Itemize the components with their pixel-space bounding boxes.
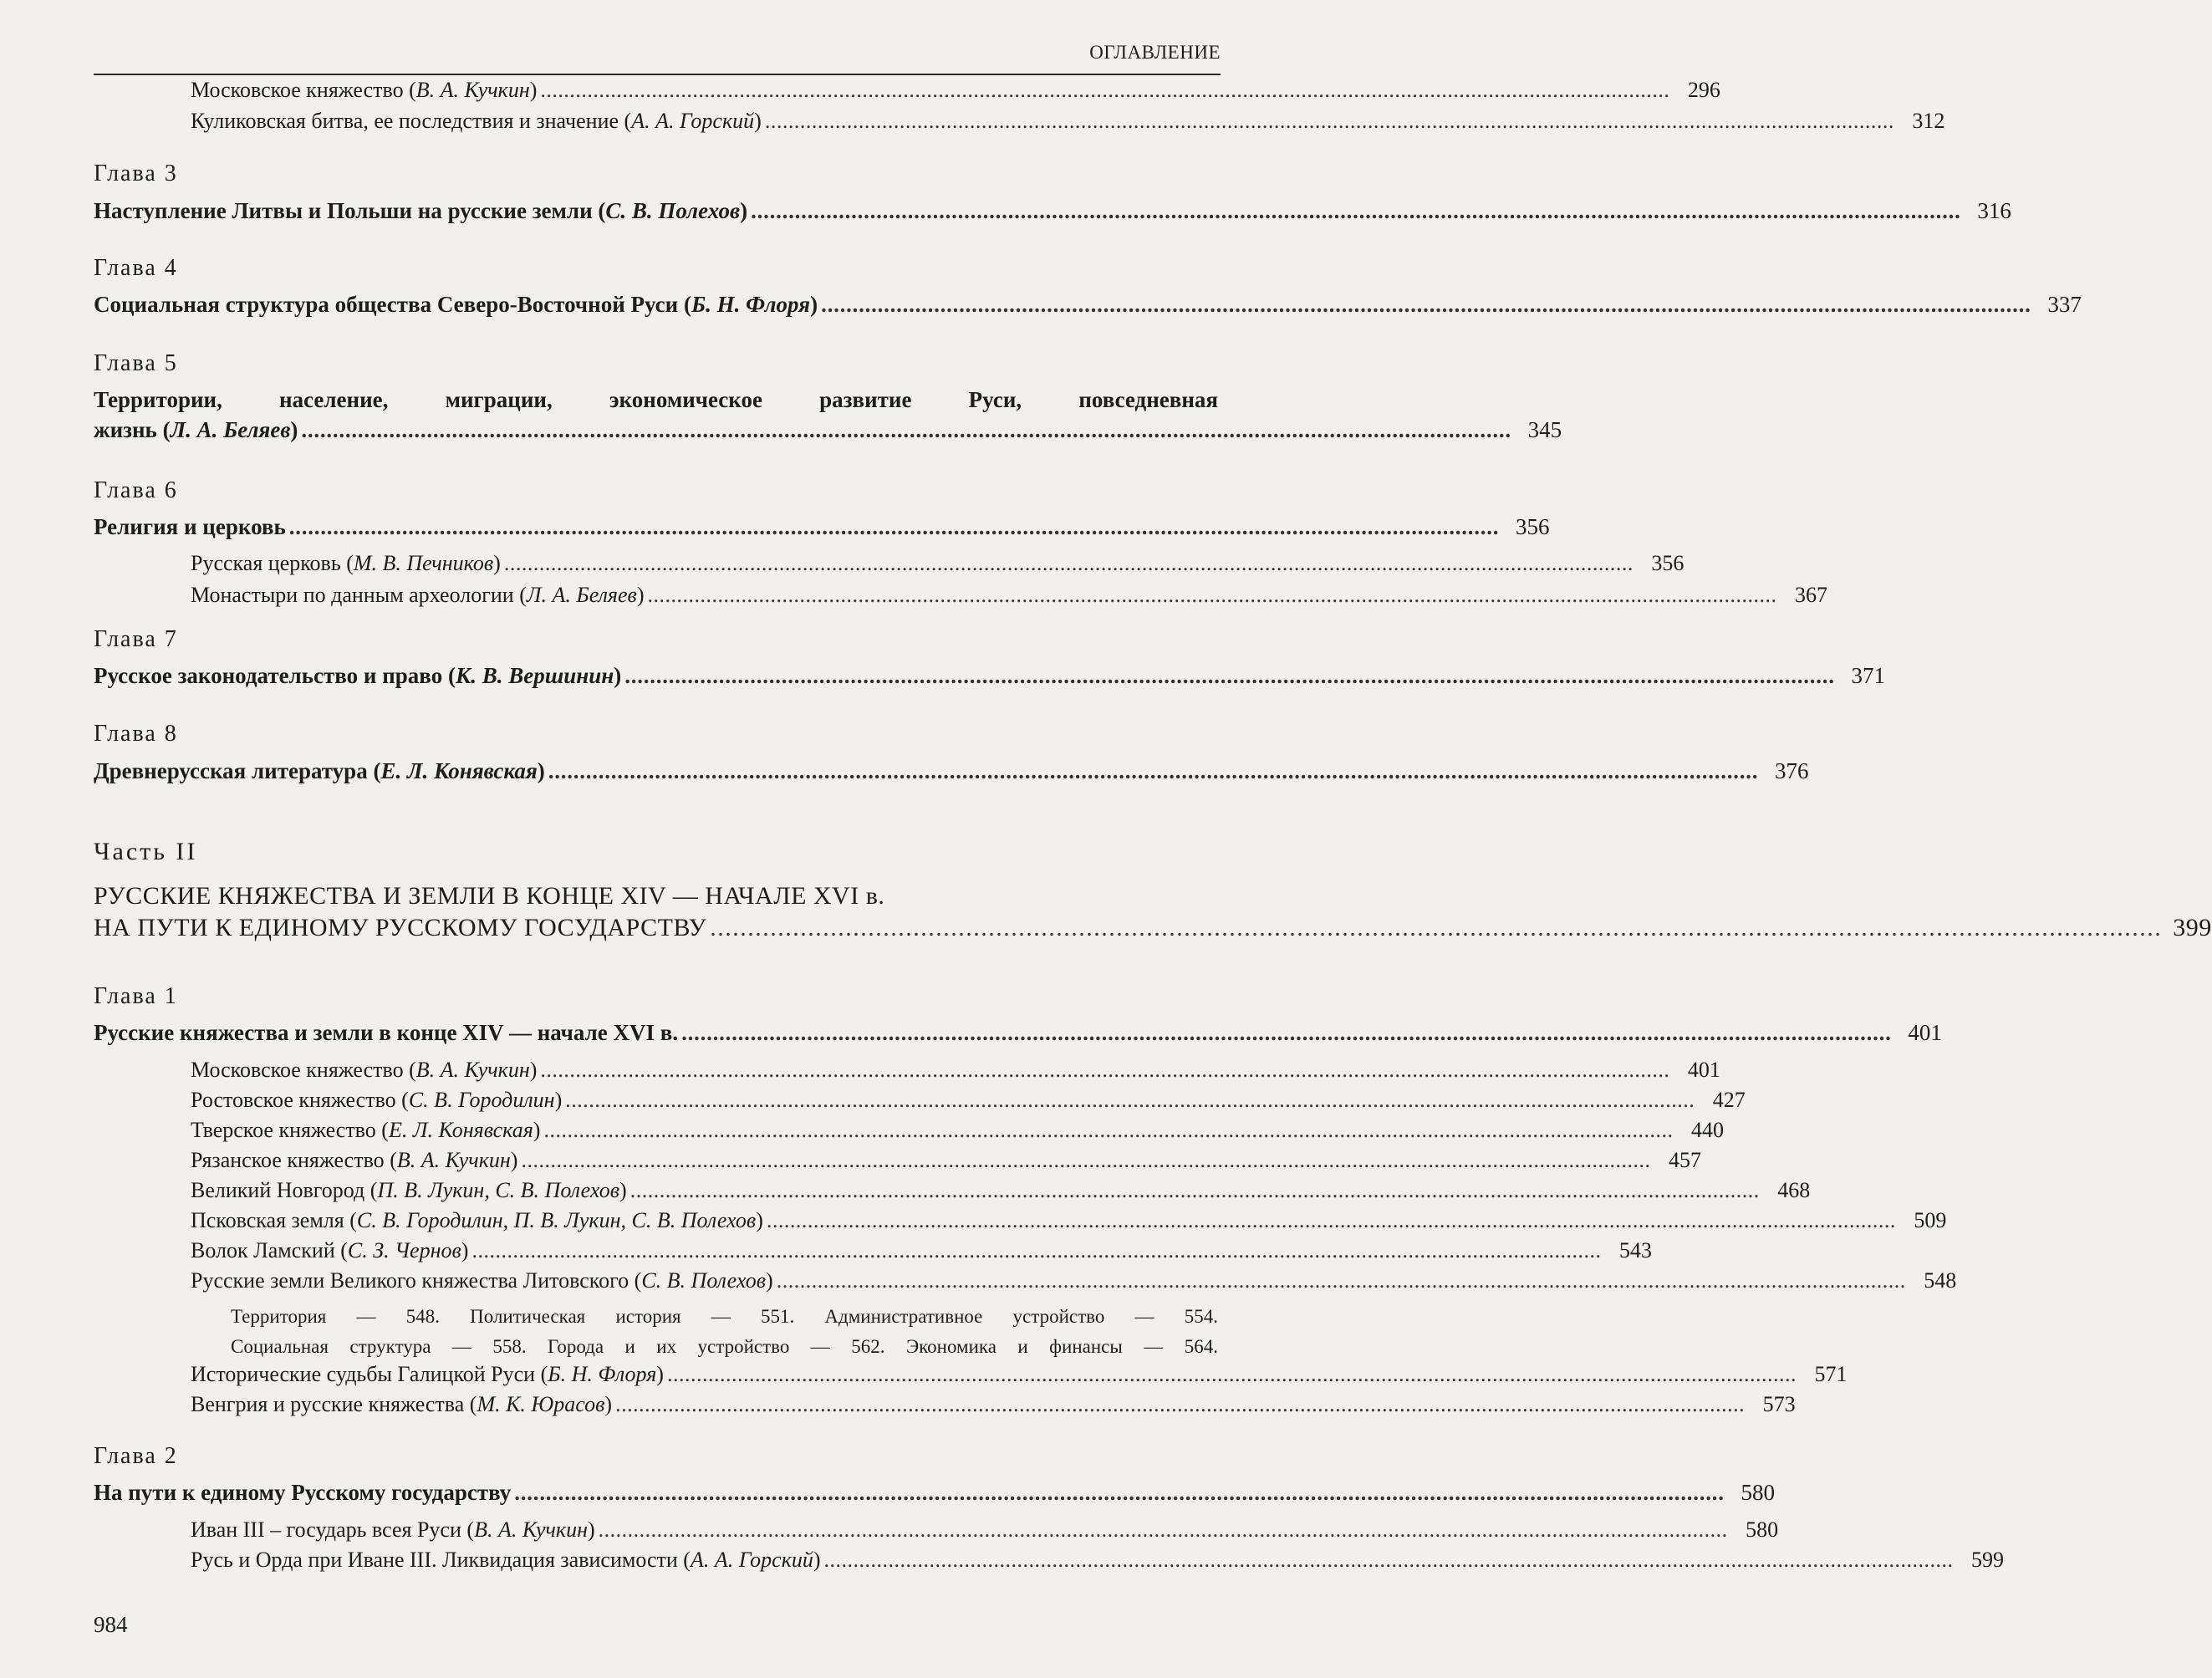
entry-author: М. К. Юрасов (477, 1392, 605, 1416)
entry-page-number: 401 (1687, 1058, 1720, 1082)
entry-page-number: 543 (1618, 1238, 1652, 1262)
entry-page-number: 571 (1814, 1362, 1848, 1386)
entry-title-text: Волок Ламский (191, 1238, 335, 1262)
entry-page-number: 573 (1762, 1392, 1796, 1416)
entry-title-text: Иван III – государь всея Руси (191, 1517, 461, 1542)
entry-title-text: На пути к единому Русскому государству (94, 1480, 512, 1505)
toc-entry[interactable] (191, 1391, 1796, 1418)
leader-dots (471, 1237, 1598, 1264)
entry-author: Л. А. Беляев (526, 583, 637, 607)
entry-page-number: 345 (1527, 417, 1562, 442)
entry-author: В. А. Кучкин (415, 78, 530, 102)
entry-title-text: Русское законодательство и право (94, 663, 443, 688)
toc-entry-title (94, 1479, 511, 1506)
chapter-label: Глава 2 (94, 1443, 178, 1469)
toc-entry[interactable] (191, 1207, 1947, 1234)
entry-author: Е. Л. Конявская (380, 758, 538, 783)
entry-page-number: 401 (1908, 1020, 1942, 1045)
entry-page-number: 580 (1746, 1517, 1779, 1542)
leader-dots (548, 757, 1756, 784)
entry-title-text: Наступление Литвы и Польши на русские земли (94, 198, 593, 223)
entry-title-text: Псковская земля (191, 1208, 344, 1232)
entry-title-text: Монастыри по данным археологии (191, 583, 514, 607)
page-number: 984 (94, 1612, 128, 1637)
entry-title-text: Московское княжество (191, 78, 404, 102)
entry-author: В. А. Кучкин (396, 1148, 511, 1172)
entry-page-number: 337 (2047, 292, 2082, 317)
toc-entry[interactable] (94, 914, 2212, 941)
leader-dots (540, 1057, 1667, 1084)
toc-entry[interactable] (94, 416, 1562, 443)
entry-page-number: 312 (1912, 109, 1945, 133)
entry-title-text: Тверское княжество (191, 1118, 376, 1142)
leader-dots (765, 108, 1892, 135)
entry-author: Л. А. Беляев (170, 417, 291, 442)
entry-title-text: Религия и церковь (94, 514, 286, 539)
toc-entry[interactable] (94, 513, 1550, 540)
entry-title-text: Русская церковь (191, 551, 341, 575)
toc-entry[interactable] (191, 582, 1828, 609)
entry-page-number: 371 (1851, 663, 1886, 688)
entry-title-text: Социальная структура общества Северо-Восточной Руси (94, 292, 679, 317)
leader-dots (521, 1147, 1648, 1174)
entry-title-text: Рязанское княжество (191, 1148, 385, 1172)
entry-page-number: 376 (1775, 758, 1809, 783)
leader-dots (289, 513, 1496, 540)
entry-page-number: 367 (1795, 583, 1828, 607)
entry-page-number: 509 (1914, 1208, 1947, 1232)
toc-entry-title: Псковская земля (С. В. Городилин, П. В. Лукин, С. В. Полехов) (191, 1208, 763, 1232)
leader-dots (514, 1479, 1721, 1506)
toc-entry[interactable] (191, 108, 1945, 135)
toc-entry-title: Венгрия и русские княжества (М. К. Юрасов) (191, 1392, 613, 1416)
toc-entry-title: Социальная структура общества Северо-Восточной Руси (Б. Н. Флоря) (94, 292, 818, 317)
entry-author: А. А. Горский (631, 109, 755, 133)
toc-entry[interactable] (94, 197, 2011, 224)
entry-page-number: 468 (1777, 1178, 1811, 1202)
toc-entry[interactable] (191, 1177, 1811, 1204)
toc-entry[interactable] (191, 1237, 1652, 1264)
toc-entry-title: Волок Ламский (С. З. Чернов) (191, 1238, 469, 1262)
leader-dots (630, 1177, 1757, 1204)
entry-title-text: Ростовское княжество (191, 1088, 396, 1112)
leader-dots (777, 1267, 1904, 1294)
toc-entry[interactable] (94, 1479, 1776, 1506)
entry-author: С. В. Городилин, П. В. Лукин, С. В. Полехов (356, 1208, 757, 1232)
toc-subsection-line: Социальная структура — 558. Города и их устройство — 562. Экономика и финансы — 564. (231, 1336, 1218, 1357)
entry-author: С. В. Полехов (605, 198, 741, 223)
entry-title-text: Великий Новгород (191, 1178, 365, 1202)
toc-entry-title (94, 1019, 678, 1046)
entry-author: П. В. Лукин, С. В. Полехов (377, 1178, 620, 1202)
toc-entry[interactable] (191, 1147, 1701, 1174)
toc-entry-title: Куликовская битва, ее последствия и значение (А. А. Горский) (191, 109, 762, 133)
entry-title-text: Московское княжество (191, 1058, 404, 1082)
leader-dots (751, 197, 1958, 224)
leader-dots (540, 77, 1667, 104)
toc-entry[interactable] (191, 1117, 1724, 1144)
entry-page-number: 316 (1977, 198, 2011, 223)
toc-entry-title: Древнерусская литература (Е. Л. Конявская) (94, 758, 545, 783)
leader-dots (301, 416, 1508, 443)
entry-author: В. А. Кучкин (474, 1517, 588, 1542)
entry-author: С. З. Чернов (347, 1238, 461, 1262)
entry-title-text: Древнерусская литература (94, 758, 368, 783)
entry-page-number: 427 (1712, 1088, 1746, 1112)
entry-author: Б. Н. Флоря (548, 1362, 657, 1386)
entry-page-number: 399 (2173, 914, 2212, 941)
chapter-label: Глава 5 (94, 350, 178, 376)
toc-heading-line: Территории, население, миграции, экономическое развитие Руси, повседневная (94, 387, 1218, 412)
entry-title-text: Русские княжества и земли в конце XIV — начале XVI в. (94, 1020, 679, 1045)
toc-entry-title: Исторические судьбы Галицкой Руси (Б. Н. Флоря) (191, 1362, 664, 1386)
toc-entry-title (94, 915, 706, 941)
entry-page-number: 599 (1971, 1548, 2005, 1572)
toc-entry-title: Московское княжество (В. А. Кучкин) (191, 1058, 538, 1082)
toc-entry[interactable] (191, 1087, 1746, 1114)
toc-entry[interactable] (191, 1547, 2005, 1573)
toc-heading-line: РУССКИЕ КНЯЖЕСТВА И ЗЕМЛИ В КОНЦЕ XIV — НАЧАЛЕ XVI в. (94, 882, 885, 910)
toc-entry[interactable] (94, 291, 2082, 318)
entry-title-text: НА ПУТИ К ЕДИНОМУ РУССКОМУ ГОСУДАРСТВУ (94, 914, 707, 941)
toc-entry[interactable] (94, 662, 1886, 689)
toc-entry-title: Рязанское княжество (В. А. Кучкин) (191, 1148, 518, 1172)
leader-dots (821, 291, 2028, 318)
leader-dots (624, 662, 1832, 689)
leader-dots (504, 550, 1631, 577)
toc-entry-title: Русское законодательство и право (К. В. Вершинин) (94, 663, 622, 688)
entry-author: К. В. Вершинин (455, 663, 614, 688)
toc-entry[interactable] (191, 77, 1720, 104)
entry-author: М. В. Печников (353, 551, 494, 575)
toc-entry[interactable] (191, 1057, 1720, 1084)
toc-entry[interactable] (191, 1517, 1779, 1543)
entry-page-number: 580 (1741, 1480, 1776, 1505)
leader-dots (767, 1207, 1893, 1234)
entry-title-text: Венгрия и русские княжества (191, 1392, 465, 1416)
toc-entry[interactable] (94, 1019, 1942, 1046)
entry-author: В. А. Кучкин (415, 1058, 530, 1082)
chapter-label: Глава 1 (94, 983, 178, 1009)
leader-dots (681, 1019, 1888, 1046)
toc-entry[interactable] (191, 1267, 1957, 1294)
entry-title-text: Куликовская битва, ее последствия и значение (191, 109, 619, 133)
leader-dots (667, 1361, 1794, 1388)
leader-dots (599, 1517, 1725, 1543)
chapter-label: Глава 7 (94, 626, 178, 652)
entry-title-text: Русские земли Великого княжества Литовского (191, 1268, 629, 1293)
leader-dots (615, 1391, 1742, 1418)
entry-page-number: 440 (1690, 1118, 1724, 1142)
toc-entry[interactable] (191, 550, 1684, 577)
chapter-label: Глава 8 (94, 721, 178, 747)
entry-page-number: 548 (1924, 1268, 1957, 1293)
toc-entry-title: Московское княжество (В. А. Кучкин) (191, 78, 538, 102)
entry-page-number: 457 (1668, 1148, 1701, 1172)
toc-entry-title: Русские земли Великого княжества Литовского (С. В. Полехов) (191, 1268, 773, 1293)
toc-entry-title: Русская церковь (М. В. Печников) (191, 551, 501, 575)
toc-entry-title: Монастыри по данным археологии (Л. А. Беляев) (191, 583, 645, 607)
toc-entry-title: Великий Новгород (П. В. Лукин, С. В. Полехов) (191, 1178, 627, 1202)
part-label: Часть II (94, 838, 198, 865)
toc-entry-title: Наступление Литвы и Польши на русские земли (С. В. Полехов) (94, 198, 748, 223)
chapter-label: Глава 4 (94, 255, 178, 281)
entry-title-text: Русь и Орда при Иване III. Ликвидация зависимости (191, 1548, 678, 1572)
entry-page-number: 356 (1516, 514, 1550, 539)
entry-author: С. В. Полехов (641, 1268, 767, 1293)
running-head: ОГЛАВЛЕНИЕ (1089, 42, 1221, 63)
chapter-label: Глава 6 (94, 477, 178, 503)
entry-page-number: 296 (1687, 78, 1720, 102)
toc-entry[interactable] (191, 1361, 1848, 1388)
entry-author: Е. Л. Конявская (388, 1118, 533, 1142)
entry-title-text: жизнь (94, 417, 157, 442)
toc-entry-title: Ростовское княжество (С. В. Городилин) (191, 1088, 563, 1112)
leader-dots (824, 1547, 1951, 1573)
toc-entry-title: Русь и Орда при Иване III. Ликвидация зависимости (А. А. Горский) (191, 1548, 821, 1572)
leader-dots (648, 582, 1775, 609)
toc-entry[interactable] (94, 757, 1809, 784)
entry-author: С. В. Городилин (408, 1088, 555, 1112)
toc-entry-title: жизнь (Л. А. Беляев) (94, 417, 298, 442)
chapter-label: Глава 3 (94, 161, 178, 186)
entry-page-number: 356 (1651, 551, 1684, 575)
toc-entry-title: Иван III – государь всея Руси (В. А. Кучкин) (191, 1517, 595, 1542)
toc-subsection-line: Территория — 548. Политическая история — 551. Административное устройство — 554. (231, 1306, 1218, 1327)
entry-author: А. А. Горский (690, 1548, 813, 1572)
entry-title-text: Исторические судьбы Галицкой Руси (191, 1362, 536, 1386)
entry-author: Б. Н. Флоря (691, 292, 811, 317)
leader-dots (565, 1087, 1692, 1114)
toc-entry-title (94, 513, 286, 540)
toc-entry-title: Тверское княжество (Е. Л. Конявская) (191, 1118, 541, 1142)
leader-dots (710, 915, 2158, 941)
leader-dots (543, 1117, 1670, 1144)
